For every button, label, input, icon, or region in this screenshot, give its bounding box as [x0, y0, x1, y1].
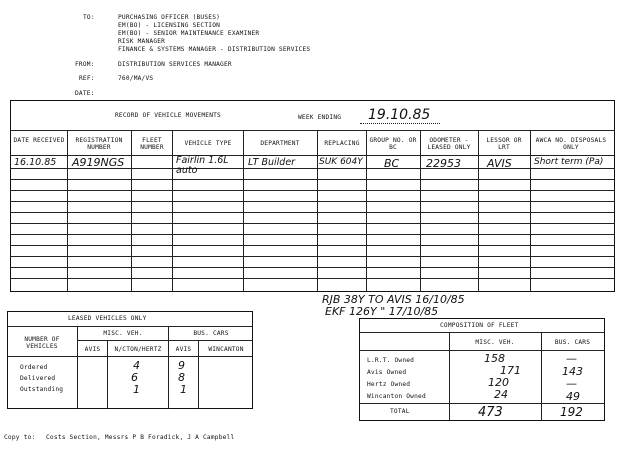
fleet-row-label: Wincanton Owned [367, 393, 426, 400]
record-row-line [10, 267, 615, 268]
record-row-line [10, 190, 615, 191]
entry-lessor: AVIS [487, 157, 512, 170]
record-title: RECORD OF VEHICLE MOVEMENTS [115, 112, 221, 119]
to-line: RISK MANAGER [118, 38, 166, 45]
col-header-group: GROUP NO. OR BC [369, 137, 417, 151]
leased-bus-avis-value: 9 [178, 359, 185, 372]
fleet-misc-label: MISC. VEH. [475, 339, 515, 346]
col-header-odometer: ODOMETER - LEASED ONLY [427, 137, 471, 151]
record-row-line [10, 256, 615, 257]
leased-bus-avis-value: 1 [180, 383, 187, 396]
to-line: EM(BO) - SENIOR MAINTENANCE EXAMINER [118, 30, 260, 37]
fleet-bus-label: BUS. CARS [554, 339, 591, 346]
fleet-total-misc: 473 [478, 405, 503, 420]
entry-vehicle-type: Fairlin 1.6L auto [176, 155, 229, 176]
to-line: FINANCE & SYSTEMS MANAGER - DISTRIBUTION SERVICES [118, 46, 311, 53]
fleet-total-label: TOTAL [390, 408, 410, 415]
fleet-title: COMPOSITION OF FLEET [440, 322, 519, 329]
entry-date: 16.10.85 [14, 157, 57, 168]
leased-sub-header: WINCANTON [208, 346, 244, 353]
copy-label: Copy to: [4, 434, 36, 441]
leased-ncton-value: 1 [133, 383, 140, 396]
fleet-bus-value: — [566, 377, 577, 390]
date-label: DATE: [75, 90, 95, 97]
fleet-misc-value: 120 [488, 376, 509, 389]
col-header-vehicle-type: VEHICLE TYPE [184, 140, 232, 147]
fleet-misc-value: 24 [494, 388, 508, 401]
record-row-line [10, 223, 615, 224]
fleet-bus-value: 49 [566, 390, 580, 403]
copy-value: Costs Section, Messrs P B Foradick, J A Campbell [46, 434, 235, 441]
leased-bus-label: BUS. CARS [193, 330, 229, 337]
entry-department: LT Builder [248, 157, 296, 168]
col-header-date: DATE RECEIVED [13, 137, 65, 144]
record-row-line [10, 278, 615, 279]
leased-row-label: Ordered [20, 364, 48, 371]
week-ending-label: WEEK ENDING [298, 114, 342, 121]
fleet-row-label: Hertz Owned [367, 381, 411, 388]
record-row-line [10, 212, 615, 213]
leased-sub-header: AVIS [175, 346, 192, 353]
fleet-row-label: L.R.T. Owned [367, 357, 415, 364]
note-line: RJB 38Y TO AVIS 16/10/85 [322, 293, 465, 306]
entry-group: BC [384, 157, 400, 170]
leased-ncton-value: 4 [133, 359, 140, 372]
leased-number-label: NUMBER OF VEHICLES [24, 336, 60, 350]
ref-value: 760/MA/VS [118, 75, 154, 82]
leased-misc-label: MISC. VEH. [103, 330, 143, 337]
col-header-lessor: LESSOR OR LRT [486, 137, 522, 151]
leased-row-label: Delivered [20, 375, 56, 382]
record-row-line [10, 245, 615, 246]
to-line: PURCHASING OFFICER (BUSES) [118, 14, 221, 21]
entry-odometer: 22953 [426, 157, 461, 170]
record-row-line [10, 201, 615, 202]
fleet-misc-value: 158 [484, 352, 505, 365]
fleet-total-bus: 192 [560, 405, 583, 419]
col-header-registration: REGISTRATION NUMBER [75, 137, 123, 151]
fleet-misc-value: 171 [500, 364, 521, 377]
leased-title: LEASED VEHICLES ONLY [68, 315, 147, 322]
entry-registration: A919NGS [72, 156, 125, 169]
ref-label: REF: [79, 75, 95, 82]
week-ending-value: 19.10.85 [368, 107, 431, 123]
col-header-department: DEPARTMENT [260, 140, 300, 147]
leased-sub-header: N/CTON/HERTZ [114, 346, 162, 353]
col-header-replacing: REPLACING [324, 140, 360, 147]
from-label: FROM: [75, 61, 95, 68]
note-line: EKF 126Y " 17/10/85 [325, 305, 439, 318]
col-header-fleet: FLEET NUMBER [140, 137, 164, 151]
leased-bus-avis-value: 8 [178, 371, 185, 384]
entry-disposal: Short term (Pa) [534, 157, 604, 167]
col-header-disposal: AWCA NO. DISPOSALS ONLY [535, 137, 607, 151]
leased-sub-header: AVIS [84, 346, 101, 353]
record-table [10, 100, 615, 292]
to-label: TO: [83, 14, 95, 21]
fleet-row-label: Avis Owned [367, 369, 407, 376]
fleet-bus-value: 143 [562, 365, 583, 378]
from-value: DISTRIBUTION SERVICES MANAGER [118, 61, 232, 68]
leased-row-label: Outstanding [20, 386, 64, 393]
entry-replacing: SUK 604Y [319, 157, 363, 167]
record-row-line [10, 234, 615, 235]
record-row-line [10, 179, 615, 180]
to-line: EM(BO) - LICENSING SECTION [118, 22, 221, 29]
leased-ncton-value: 6 [131, 371, 138, 384]
fleet-bus-value: — [566, 352, 577, 365]
